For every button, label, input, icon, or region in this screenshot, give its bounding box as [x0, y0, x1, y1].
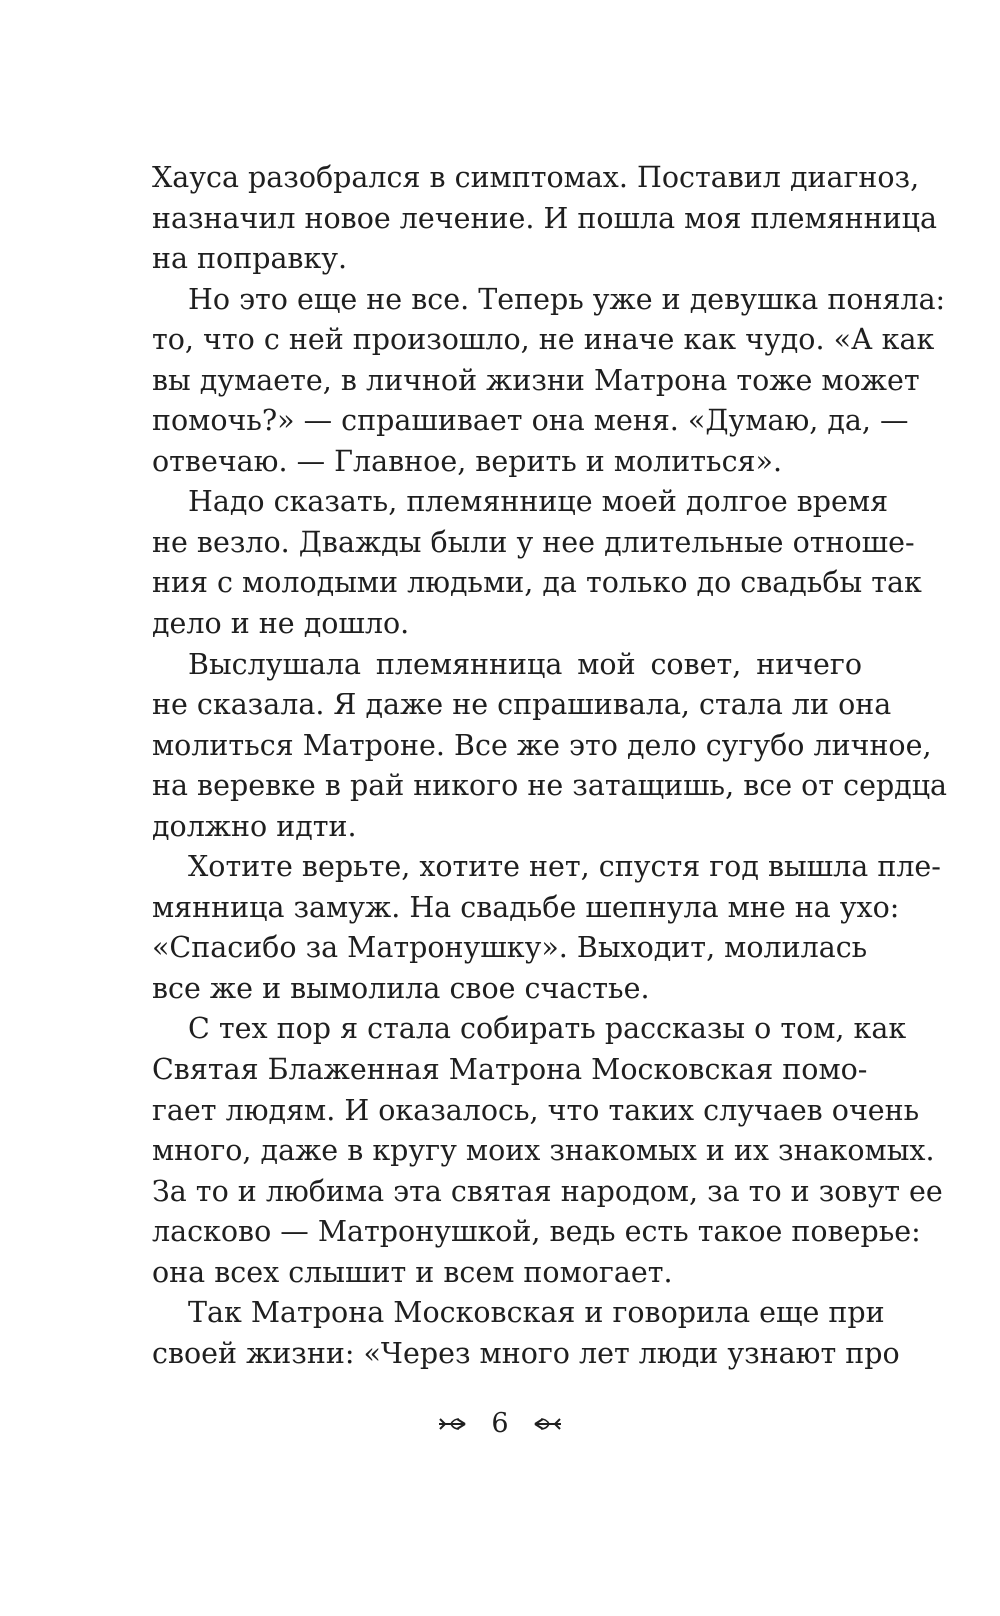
text-line: то, что с ней произошло, не иначе как чудо. «А как — [152, 323, 935, 357]
text-line: все же и вымолила свое счастье. — [152, 971, 650, 1005]
text-line: Святая Блаженная Матрона Московская помо- — [152, 1053, 868, 1087]
text-line: назначил новое лечение. И пошла моя племянница — [152, 201, 937, 235]
text-line: мянница замуж. На свадьбе шепнула мне на ухо: — [152, 890, 900, 924]
text-line: не везло. Дважды были у нее длительные отноше- — [152, 525, 915, 559]
text-line: должно идти. — [152, 809, 357, 843]
text-line: на веревке в рай никого не затащишь, все от сердца — [152, 769, 948, 803]
text-line: гает людям. И оказалось, что таких случаев очень — [152, 1093, 920, 1127]
text-line: дело и не дошло. — [152, 607, 410, 641]
text-line: Хауса разобрался в симптомах. Поставил диагноз, — [152, 161, 920, 194]
text-line: вы думаете, в личной жизни Матрона тоже может — [152, 363, 920, 397]
text-line: С тех пор я стала собирать рассказы о том, как — [188, 1012, 907, 1046]
text-line: Надо сказать, племяннице моей долгое время — [188, 485, 889, 519]
text-line: отвечаю. — Главное, верить и молиться». — [152, 444, 783, 478]
text-line: она всех слышит и всем помогает. — [152, 1255, 673, 1289]
text-line: ния с молодыми людьми, да только до свадьбы так — [152, 566, 922, 600]
text-line: «Спасибо за Матронушку». Выходит, молилась — [152, 931, 868, 965]
text-line: своей жизни: «Через много лет люди узнают про — [152, 1336, 900, 1370]
leaf-ornament-right-icon — [531, 1416, 563, 1432]
page-number-footer — [0, 1407, 1000, 1439]
text-line: молиться Матроне. Все же это дело сугубо личное, — [152, 728, 932, 762]
text-line: ласково — Матронушкой, ведь есть такое поверье: — [152, 1215, 921, 1249]
page-number: 6 — [491, 1408, 509, 1439]
text-line: много, даже в кругу моих знакомых и их знакомых. — [152, 1134, 935, 1168]
text-line: не сказала. Я даже не спрашивала, стала ли она — [152, 688, 892, 722]
text-line: помочь?» — спрашивает она меня. «Думаю, да, — — [152, 404, 909, 438]
body-text — [152, 158, 948, 1374]
text-line: на поправку. — [152, 242, 348, 276]
text-line: Выслушала племянница мой совет, ничего — [188, 647, 862, 681]
text-line: Так Матрона Московская и говорила еще при — [188, 1296, 885, 1330]
text-line: Хотите верьте, хотите нет, спустя год вышла пле- — [188, 850, 941, 884]
text-line: Но это еще не все. Теперь уже и девушка поняла: — [188, 282, 946, 316]
leaf-ornament-left-icon — [437, 1416, 469, 1432]
text-line: За то и любима эта святая народом, за то и зовут ее — [152, 1174, 943, 1208]
